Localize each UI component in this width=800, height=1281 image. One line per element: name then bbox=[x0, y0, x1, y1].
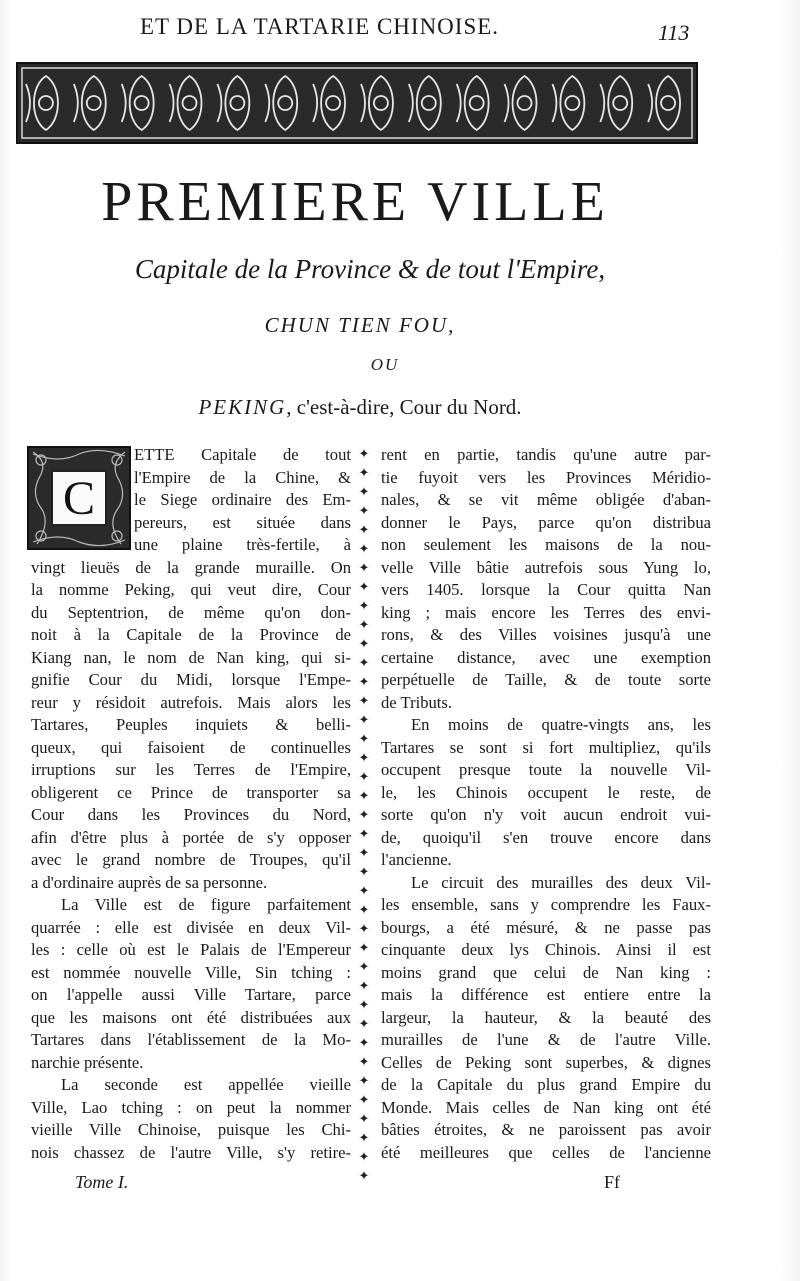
signature-mark: Ff bbox=[604, 1172, 621, 1192]
column-divider-icon bbox=[358, 444, 370, 1184]
text-line: la nomme Peking, qui veut dire, Cour bbox=[31, 580, 351, 599]
svg-text:✦: ✦ bbox=[358, 694, 370, 709]
text-line: cinquante deux lys Chinois. Ainsi il est bbox=[381, 940, 711, 959]
ou-conjunction: OU bbox=[370, 355, 400, 374]
text-line: rent en partie, tandis qu'une autre par- bbox=[381, 445, 711, 464]
text-line: Tartares se sont si fort multipliez, qu'ils bbox=[381, 737, 711, 757]
text-line: rons, & des Villes voisines jusqu'à une bbox=[381, 625, 711, 644]
chinese-name: CHUN TIEN FOU, bbox=[264, 313, 456, 337]
left-column bbox=[31, 444, 351, 1164]
svg-text:✦: ✦ bbox=[358, 1150, 370, 1165]
text-line: La seconde est appellée vieille bbox=[61, 1075, 351, 1094]
running-title: ET DE LA TARTARIE CHINOISE. bbox=[140, 14, 500, 39]
text-line: Tartares, Peuples inquiets & belli- bbox=[31, 715, 351, 734]
text-line: avec le grand nombre de Troupes, qu'il bbox=[31, 850, 351, 869]
text-line: En moins de quatre-vingts ans, les bbox=[411, 715, 711, 734]
text-line: de Tributs. bbox=[381, 692, 453, 712]
svg-text:✦: ✦ bbox=[358, 466, 370, 481]
svg-text:✦: ✦ bbox=[358, 1112, 370, 1127]
text-line: bâties étroites, & ne paroissent pas avoir bbox=[381, 1120, 711, 1139]
svg-text:✦: ✦ bbox=[358, 561, 370, 576]
text-line: de la Capitale du plus grand Empire du bbox=[381, 1075, 711, 1094]
svg-text:✦: ✦ bbox=[358, 1169, 370, 1184]
svg-text:✦: ✦ bbox=[358, 656, 370, 671]
svg-text:✦: ✦ bbox=[358, 732, 370, 747]
text-line: on l'appelle aussi Ville Tartare, parce bbox=[31, 985, 351, 1004]
text-line: vingt lieuës de la grande muraille. On bbox=[31, 557, 351, 577]
text-line: Tartares dans l'établissement de la Mo- bbox=[31, 1030, 351, 1049]
text-line: vieille Ville Chinoise, puisque les Chi- bbox=[31, 1120, 351, 1139]
drop-cap-letter: C bbox=[51, 470, 107, 526]
text-line: occupent presque toute la nouvelle Vil- bbox=[381, 760, 711, 779]
text-line: moins grand que celui de Nan king : bbox=[381, 962, 711, 982]
svg-text:✦: ✦ bbox=[358, 998, 370, 1013]
text-line: donner le Pays, parce qu'on distribua bbox=[381, 512, 711, 532]
peking-name: PEKING bbox=[198, 395, 287, 419]
svg-text:✦: ✦ bbox=[358, 1131, 370, 1146]
text-line: Cour dans les Provinces du Nord, bbox=[31, 805, 351, 824]
text-line: bourgs, a été mésuré, & ne passe pas bbox=[381, 917, 711, 937]
subtitle: Capitale de la Province & de tout l'Empire, bbox=[134, 254, 606, 284]
text-line: afin d'être plus à portée de s'y opposer bbox=[31, 827, 351, 847]
svg-text:✦: ✦ bbox=[358, 865, 370, 880]
text-line: Monde. Mais celles de Nan king ont été bbox=[381, 1097, 711, 1117]
svg-text:✦: ✦ bbox=[358, 1036, 370, 1051]
svg-text:✦: ✦ bbox=[358, 941, 370, 956]
text-line: l'ancienne. bbox=[381, 850, 452, 869]
ornamental-headpiece bbox=[16, 62, 698, 144]
headpiece-icon bbox=[16, 62, 698, 144]
peking-heading bbox=[0, 395, 720, 420]
svg-text:✦: ✦ bbox=[358, 808, 370, 823]
svg-text:✦: ✦ bbox=[358, 618, 370, 633]
svg-text:✦: ✦ bbox=[358, 1093, 370, 1108]
svg-text:✦: ✦ bbox=[358, 789, 370, 804]
text-line: que les maisons ont été distribuées aux bbox=[31, 1007, 351, 1027]
text-line: pereurs, est située dans bbox=[134, 512, 351, 532]
svg-text:✦: ✦ bbox=[358, 884, 370, 899]
svg-text:✦: ✦ bbox=[358, 979, 370, 994]
text-line: certaine distance, avec une exemption bbox=[381, 647, 711, 667]
svg-text:✦: ✦ bbox=[358, 523, 370, 538]
text-line: nois chassez de l'autre Ville, s'y retire- bbox=[31, 1142, 351, 1162]
svg-text:✦: ✦ bbox=[358, 504, 370, 519]
text-line: largeur, la hauteur, & la beauté des bbox=[381, 1007, 711, 1027]
svg-text:✦: ✦ bbox=[358, 922, 370, 937]
text-line: le, les Chinois occupent le reste, de bbox=[381, 782, 711, 802]
text-line: le Siege ordinaire des Em- bbox=[134, 490, 351, 509]
text-line: été meilleures que celles de l'ancienne bbox=[381, 1142, 711, 1162]
text-line: l'Empire de la Chine, & bbox=[134, 467, 351, 487]
text-line: Ville, Lao tching : on peut la nommer bbox=[31, 1097, 351, 1117]
text-line: a d'ordinaire auprès de sa personne. bbox=[31, 872, 268, 892]
svg-text:✦: ✦ bbox=[358, 846, 370, 861]
text-line: nales, & se vit même obligée d'aban- bbox=[381, 490, 711, 509]
svg-text:✦: ✦ bbox=[358, 1017, 370, 1032]
volume-label: Tome I. bbox=[75, 1172, 129, 1192]
text-line: non seulement les maisons de la nou- bbox=[381, 535, 711, 554]
text-line: perpétuelle de Taille, & de toute sorte bbox=[381, 670, 711, 689]
svg-text:✦: ✦ bbox=[358, 637, 370, 652]
svg-text:✦: ✦ bbox=[358, 485, 370, 500]
svg-text:✦: ✦ bbox=[358, 903, 370, 918]
text-line: tie fuyoit vers les Provinces Méridio- bbox=[381, 467, 711, 487]
svg-text:✦: ✦ bbox=[358, 960, 370, 975]
text-line: une plaine très-fertile, à bbox=[134, 535, 351, 554]
text-line: reur y résidoit autrefois. Mais alors les bbox=[31, 692, 351, 712]
page-number: 113 bbox=[658, 20, 690, 45]
svg-text:✦: ✦ bbox=[358, 542, 370, 557]
main-title: PREMIERE VILLE bbox=[101, 171, 609, 233]
svg-text:✦: ✦ bbox=[358, 675, 370, 690]
text-line: de, quoiqu'il s'en trouve encore dans bbox=[381, 827, 711, 847]
peking-meaning: , c'est-à-dire, Cour du Nord. bbox=[286, 395, 522, 419]
text-line: obligerent ce Prince de transporter sa bbox=[31, 782, 351, 802]
svg-text:✦: ✦ bbox=[358, 447, 370, 462]
text-line: noit à la Capitale de la Province de bbox=[31, 625, 351, 644]
text-line: sorte qu'on n'y voit aucun endroit vui- bbox=[381, 805, 711, 824]
text-line: narchie présente. bbox=[31, 1052, 144, 1072]
text-line: les ensemble, sans y comprendre les Faux- bbox=[381, 895, 711, 914]
text-line: du Septentrion, de même qu'on don- bbox=[31, 602, 351, 622]
text-line: irruptions sur les Terres de l'Empire, bbox=[31, 760, 351, 779]
text-line: Le circuit des murailles des deux Vil- bbox=[411, 872, 711, 892]
text-line: mais la différence est entiere entre la bbox=[381, 985, 711, 1004]
text-line: est nommée nouvelle Ville, Sin tching : bbox=[31, 962, 351, 982]
text-line: murailles de l'une & de l'autre Ville. bbox=[381, 1030, 711, 1049]
text-line: Kiang nan, le nom de Nan king, qui si- bbox=[31, 647, 351, 667]
text-line: les : celle où est le Palais de l'Empereur bbox=[31, 940, 351, 959]
text-line: La Ville est de figure parfaitement bbox=[61, 895, 351, 914]
svg-text:✦: ✦ bbox=[358, 770, 370, 785]
svg-text:✦: ✦ bbox=[358, 751, 370, 766]
svg-text:✦: ✦ bbox=[358, 599, 370, 614]
svg-text:✦: ✦ bbox=[358, 713, 370, 728]
svg-text:✦: ✦ bbox=[358, 827, 370, 842]
svg-text:✦: ✦ bbox=[358, 1055, 370, 1070]
text-line: quarrée : elle est divisée en deux Vil- bbox=[31, 917, 351, 937]
text-line: ETTE Capitale de tout bbox=[134, 445, 351, 464]
right-column bbox=[381, 444, 711, 1164]
text-line: velle Ville bâtie autrefois sous Yung lo, bbox=[381, 557, 711, 577]
text-line: queux, qui faisoient de continuelles bbox=[31, 737, 351, 757]
text-line: king ; mais encore les Terres des envi- bbox=[381, 602, 711, 622]
text-line: gnifie Cour du Midi, lorsque l'Empe- bbox=[31, 670, 351, 689]
text-line: vers 1405. lorsque la Cour quitta Nan bbox=[381, 580, 711, 599]
svg-text:✦: ✦ bbox=[358, 580, 370, 595]
svg-text:✦: ✦ bbox=[358, 1074, 370, 1089]
text-line: Celles de Peking sont superbes, & dignes bbox=[381, 1052, 711, 1072]
